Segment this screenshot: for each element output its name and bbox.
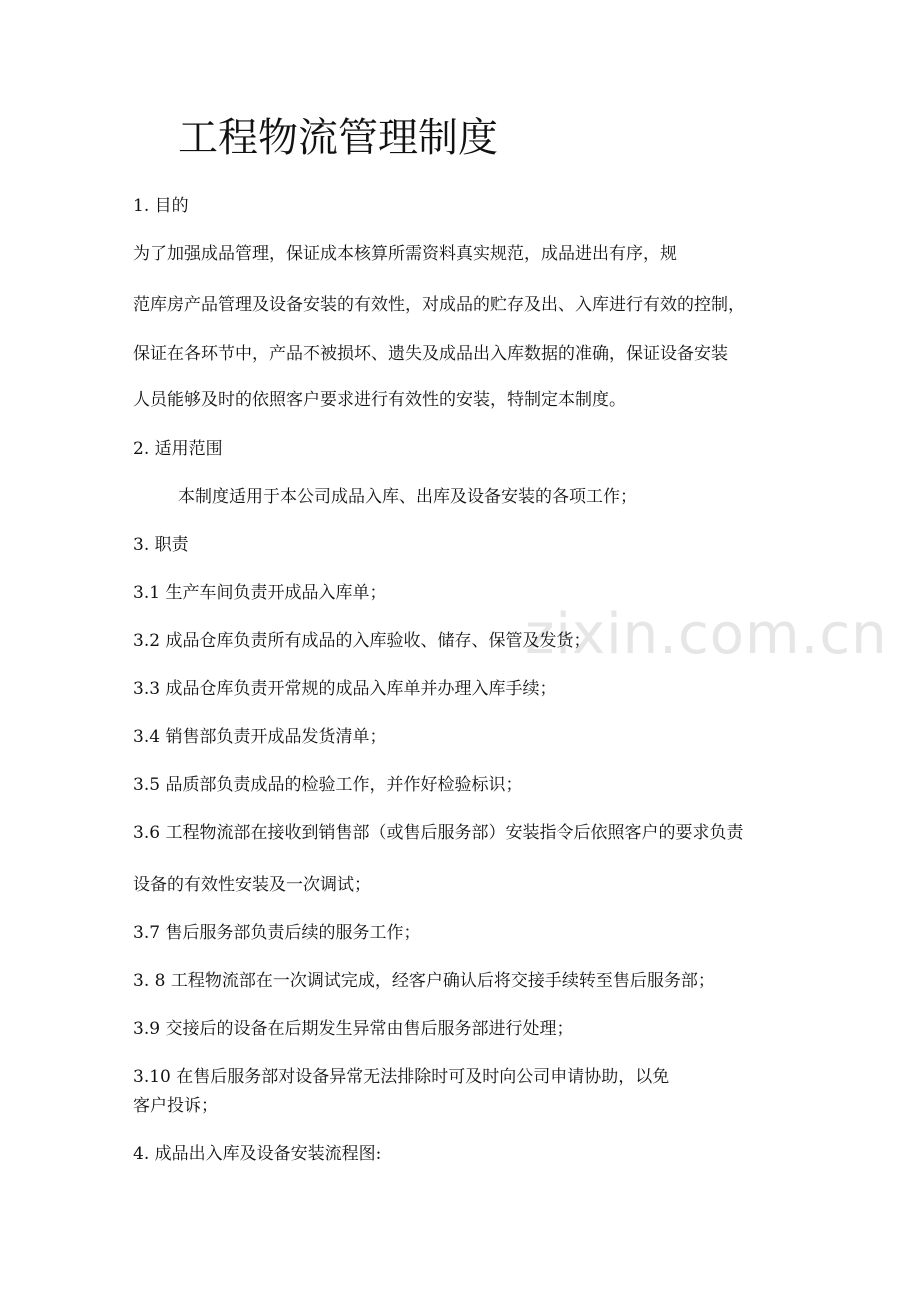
section-3-item-10-line-2: 客户投诉； [133, 1096, 218, 1116]
section-2-para: 本制度适用于本公司成品入库、出库及设备安装的各项工作； [178, 487, 637, 507]
section-3-item-6-line-1: 3.6 工程物流部在接收到销售部（或售后服务部）安装指令后依照客户的要求负责 [133, 823, 744, 843]
document-title: 工程物流管理制度 [178, 115, 498, 161]
section-3-item-4: 3.4 销售部负责开成品发货清单； [133, 727, 387, 747]
watermark: zixin.com.cn [525, 602, 888, 667]
section-1-para-line-2: 范库房产品管理及设备安装的有效性，对成品的贮存及出、入库进行有效的控制， [133, 295, 745, 315]
section-3-item-2: 3.2 成品仓库负责所有成品的入库验收、储存、保管及发货； [133, 631, 591, 651]
section-4-heading: 4. 成品出入库及设备安装流程图: [133, 1144, 382, 1164]
section-3-heading: 3. 职责 [133, 535, 189, 555]
section-3-item-6-line-2: 设备的有效性安装及一次调试； [133, 875, 371, 895]
section-1-para-line-3: 保证在各环节中，产品不被损坏、遗失及成品出入库数据的准确，保证设备安装 [133, 344, 728, 364]
section-3-item-10-line-1: 3.10 在售后服务部对设备异常无法排除时可及时向公司申请协助，以免 [133, 1067, 670, 1087]
section-1-heading: 1. 目的 [133, 196, 189, 216]
section-1-para-line-1: 为了加强成品管理，保证成本核算所需资料真实规范，成品进出有序，规 [133, 244, 677, 264]
section-1-para-line-4: 人员能够及时的依照客户要求进行有效性的安装，特制定本制度。 [133, 390, 626, 410]
section-3-item-9: 3.9 交接后的设备在后期发生异常由售后服务部进行处理； [133, 1019, 574, 1039]
section-3-item-5: 3.5 品质部负责成品的检验工作，并作好检验标识； [133, 775, 523, 795]
section-2-heading: 2. 适用范围 [133, 439, 223, 459]
section-3-item-3: 3.3 成品仓库负责开常规的成品入库单并办理入库手续； [133, 679, 557, 699]
section-3-item-8: 3. 8 工程物流部在一次调试完成，经客户确认后将交接手续转至售后服务部； [133, 971, 715, 991]
section-3-item-7: 3.7 售后服务部负责后续的服务工作； [133, 923, 421, 943]
section-3-item-1: 3.1 生产车间负责开成品入库单； [133, 583, 387, 603]
